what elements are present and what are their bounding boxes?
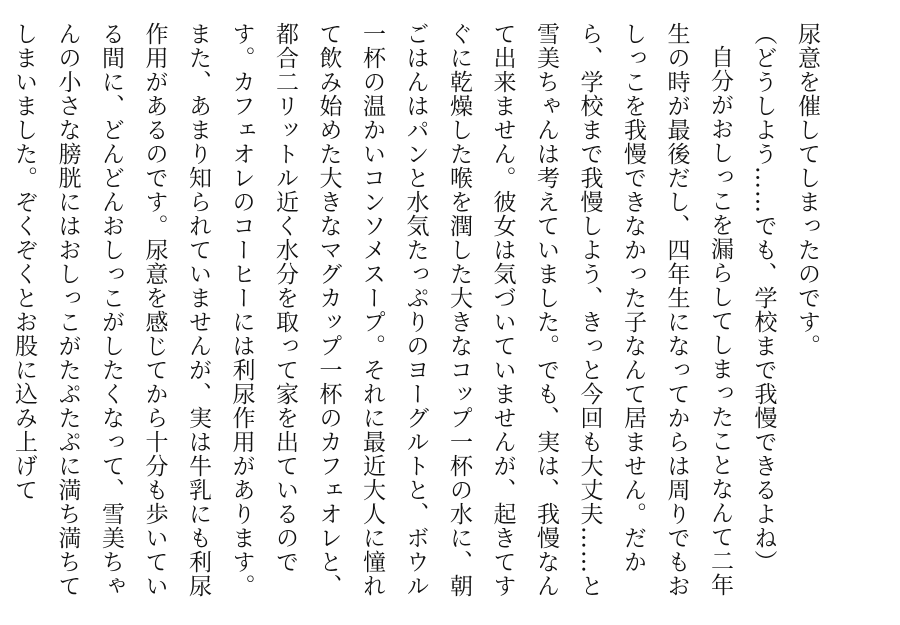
vertical-text-body: [2, 22, 829, 612]
paragraph-urge: 尿意を催してしまったのです。: [794, 22, 820, 358]
paragraph-narration: 自分がおしっこを漏らしてしまったことなんて二年生の時が最後だし、四年生になってからは周りでもおしっこを我慢できなかった子なんて居ません。だから、学校まで我慢しよう、きっと今回も大丈夫……と雪美ちゃんは考えていました。でも、実は、我慢なんて出来ません。彼女は気づいていませんが、起きてすぐに乾燥した喉を潤した大きなコップ一杯の水に、朝ごはんはパンと水気たっぷりのヨーグルトと、ボウル一杯の温かいコンソメスープ。それに最近大人に憧れて飲み始めた大きなマグカップ一杯のカフェオレと、都合二リットル近く水分を取って家を出ているのです。カフェオレのコーヒーには利尿作用があります。また、あまり知られていませんが、実は牛乳にも利尿作用があるのです。尿意を感じてから十分も歩いている間に、どんどんおしっこがしたくなって、雪美ちゃんの小さな膀胱にはおしっこがたぷたぷに満ち満ちてしまいました。ぞくぞくとお股に込み上げて: [11, 22, 733, 598]
paragraph-inner-thought: （どうしよう……でも、学校まで我慢できるよね）: [750, 22, 777, 574]
